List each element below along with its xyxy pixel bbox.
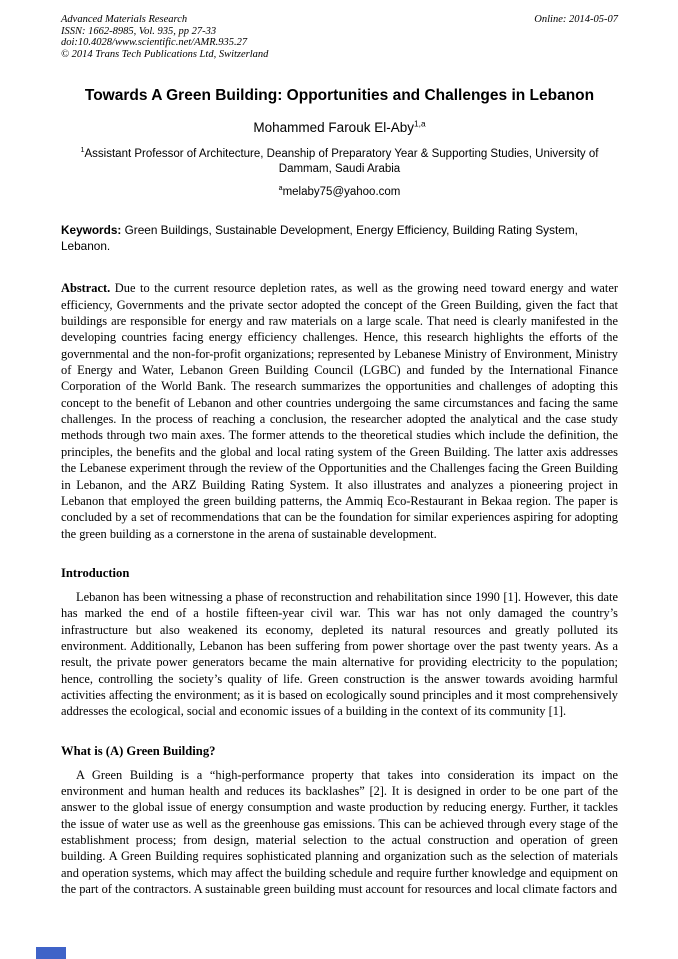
copyright-line: © 2014 Trans Tech Publications Ltd, Switzerland — [61, 48, 269, 60]
section-paragraph-green-building: A Green Building is a “high-performance property that takes into consideration its impact on the environment and human health and reduces its backlashes” [2]. It is designed in order to be one part of the answer to the global issue of energy consumption and waste production by reducing energy. Further, it tackles the issue of water use as well as the greenhouse gas emissions. This can be achieved through every stage of the establishment process; from design, material selection to the actual construction and operation of green building. A Green Building requires sophisticated planning and organization such as the selection of materials and operation systems, which may affect the building schedule and require further knowledge and equipment on the part of the contractors. A sustainable green building must account for resources and local climate factors and — [61, 767, 618, 897]
section-heading-green-building: What is (A) Green Building? — [61, 743, 216, 758]
keywords-label: Keywords: — [61, 223, 122, 238]
abstract-text: Due to the current resource depletion rates, as well as the growing need toward energy and water efficiency, Governments and the private sector adopted the concept of the Green Building, given the fact that buildings are responsible for energy and raw materials on a large scale. That need is clearly manifested in the developing countries facing energy efficiency challenges. Hence, this research highlights the efforts of the governmental and the non-for-profit organizations; represented by Lebanese Ministry of Environment, Ministry of Energy and Water, Lebanon Green Building Council (LGBC) and funded by the International Finance Corporation of the World Bank. The research summarizes the opportunities and challenges of adopting this concept to the benefit of Lebanon and other countries undergoing the same circumstances and facing the same challenges. In the process of reaching a conclusion, the researcher adopted the analytical and the case study methods through two main axes. The former attends to the theoretical studies which include the definition, the principles, the benefits and the global and local rating system of the Green Building. The latter axis addresses the Lebanese experiment through the review of the Opportunities and the Challenges facing the Green Building in Lebanon, and the ARZ Building Rating System. It also illustrates and analyzes a pioneering project in Lebanon that employed the green building patterns, the Ammiq Eco-Restaurant in Bekaa region. The paper is concluded by a set of recommendations that can be the foundation for similar experiences aspiring for adopting the green building as a cornerstone in the arena of sustainable development. — [61, 281, 618, 541]
abstract-paragraph — [61, 280, 618, 542]
abstract-label: Abstract. — [61, 281, 111, 296]
affiliation-text: Assistant Professor of Architecture, Deanship of Preparatory Year & Supporting Studies, University of Dammam, Saudi Arabia — [84, 148, 599, 176]
affiliation-line — [66, 147, 614, 177]
journal-header — [61, 14, 618, 60]
author-superscript: 1,a — [413, 118, 426, 129]
keywords-line — [61, 222, 618, 254]
author-name: Mohammed Farouk El-Aby — [253, 120, 414, 136]
journal-header-left — [61, 14, 268, 60]
section-paragraph-introduction: Lebanon has been witnessing a phase of reconstruction and rehabilitation since 1990 [1]. However, this date has marked the end of a hostile fifteen-year civil war. This war has not only damaged the country’s infrastructure but also weakened its economy, depleted its natural resources and greatly polluted its environment. Additionally, Lebanon has been suffering from power shortage over the past twenty years. As a result, the private power generators became the main alternative for providing electricity to the population; hence, controlling the society’s quality of life. Green construction is the answer towards avoiding harmful activities affecting the environment; as it is based on ecologically sound principles and it most comprehensively addresses the ecological, social and economic issues of a building in the context of its community [1]. — [61, 589, 618, 719]
paper-title: Towards A Green Building: Opportunities and Challenges in Lebanon — [84, 87, 595, 105]
journal-name: Advanced Materials Research — [61, 14, 188, 25]
keywords-text: Green Buildings, Sustainable Development, Energy Efficiency, Building Rating System, Lebanon. — [61, 223, 578, 254]
issn-line: ISSN: 1662-8985, Vol. 935, pp 27-33 — [61, 25, 217, 37]
email-text: melaby75@yahoo.com — [282, 186, 401, 199]
online-date: Online: 2014-05-07 — [534, 14, 618, 25]
email-marker: a — [278, 184, 283, 193]
doi-line: doi:10.4028/www.scientific.net/AMR.935.27 — [61, 37, 248, 49]
affiliation-marker: 1 — [80, 146, 85, 155]
author-line — [61, 120, 618, 135]
section-heading-introduction: Introduction — [61, 565, 130, 580]
page-corner-mark — [36, 947, 66, 959]
email-line — [61, 186, 618, 198]
